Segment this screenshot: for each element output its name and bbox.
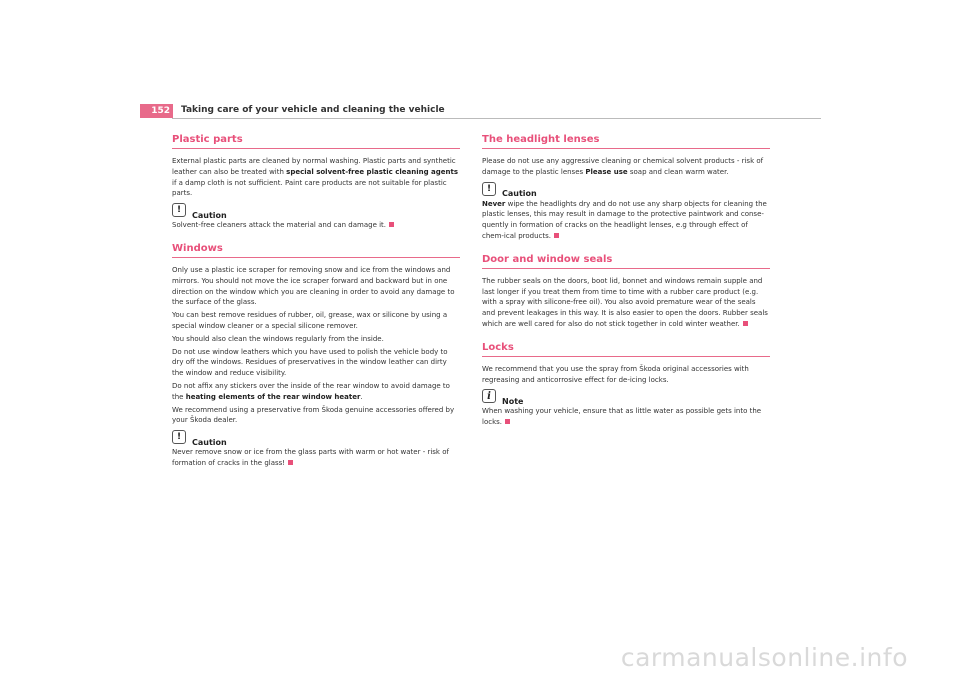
text: The rubber seals on the doors, boot lid, bonnet and windows remain supple and last longer if you treat them from time to time with a rubber care product (e.g. with a spray with silicone-free oil). You also avoid premature wear of the seals and prevent leakages in this way. It is also easier to open the doors. Rubber seals which are well cared for also do not stick together in cold winter weather. <box>482 276 768 328</box>
section-windows <box>172 242 460 469</box>
left-column <box>172 133 460 471</box>
caution-label: Caution <box>502 189 537 199</box>
caution-label: Caution <box>192 210 227 220</box>
paragraph <box>172 381 460 403</box>
bold-text: Please use <box>585 167 628 176</box>
paragraph: Do not use window leathers which you have used to polish the vehicle body to dry off the windows. Residues of preservatives in the window leather can dirty the window and reduce visibility. <box>172 347 448 378</box>
section-title: Locks <box>482 341 770 357</box>
section-door-window-seals <box>482 253 770 330</box>
section-title: Door and window seals <box>482 253 770 269</box>
bold-text: special solvent-free plastic cleaning agents <box>286 167 458 176</box>
text: Please do not use any aggressive cleaning or chemical solvent products - risk of damage to the plastic lenses <box>482 157 764 176</box>
section-plastic-parts <box>172 133 460 231</box>
note-text <box>482 406 770 428</box>
text: if a damp cloth is not sufficient. Paint care products are not suitable for plastic parts. <box>172 178 447 198</box>
running-header: Taking care of your vehicle and cleaning the vehicle <box>181 105 445 115</box>
text: soap and clean warm water. <box>627 167 729 176</box>
paragraph <box>172 156 460 199</box>
section-end-marker <box>505 419 510 424</box>
section-end-marker <box>554 233 559 238</box>
section-title: Plastic parts <box>172 133 460 149</box>
paragraph: We recommend using a preservative from Škoda genuine accessories offered by your Škoda dealer. <box>172 405 455 425</box>
caution-heading <box>482 184 770 198</box>
info-icon: i <box>482 389 496 403</box>
section-end-marker <box>288 460 293 465</box>
note-label: Note <box>502 396 524 406</box>
text: External plastic parts are cleaned by normal washing. Plastic parts and synthetic leather can also be treated with <box>172 157 456 176</box>
section-title: The headlight lenses <box>482 133 770 149</box>
text: When washing your vehicle, ensure that as little water as possible gets into the locks. <box>482 407 762 427</box>
paragraph: You can best remove residues of rubber, oil, grease, wax or silicone by using a special window cleaner or a special silicone remover. <box>172 311 448 330</box>
header-divider <box>172 118 821 119</box>
paragraph: Only use a plastic ice scraper for removing snow and ice from the windows and mirrors. You should not move the ice scraper forward and backward but in one direction on the window which you are cleaning in order to avoid any damage to the surface of the glass. <box>172 265 455 307</box>
caution-icon: ! <box>172 203 186 217</box>
text: . <box>360 392 363 401</box>
caution-heading <box>172 432 460 446</box>
text: Never remove snow or ice from the glass parts with warm or hot water - risk of formation of cracks in the glass! <box>172 448 449 467</box>
paragraph: You should also clean the windows regularly from the inside. <box>172 334 384 343</box>
caution-text <box>172 220 460 231</box>
right-column <box>482 133 770 430</box>
text: Do not affix any stickers over the inside of the rear window to avoid damage to the <box>172 381 450 401</box>
paragraph <box>482 156 770 178</box>
caution-label: Caution <box>192 437 227 447</box>
section-locks <box>482 341 770 428</box>
section-end-marker <box>389 222 394 227</box>
watermark: carmanualsonline.info <box>620 643 908 672</box>
section-headlight-lenses <box>482 133 770 242</box>
caution-text <box>482 199 770 242</box>
paragraph: We recommend that you use the spray from Škoda original accessories with regreasing and anticorrosive effect for de-icing locks. <box>482 364 749 384</box>
note-heading <box>482 391 770 405</box>
text: wipe the headlights dry and do not use any sharp objects for cleaning the plastic lenses, this may result in damage to the protective paintwork and conse-quently in formation of cracks on the headlight lenses, e.g through effect of chem-ical products. <box>482 199 767 240</box>
bold-text: Never <box>482 199 506 208</box>
text: Solvent-free cleaners attack the material and can damage it. <box>172 221 387 230</box>
caution-icon: ! <box>172 430 186 444</box>
section-title: Windows <box>172 242 460 258</box>
caution-icon: ! <box>482 182 496 196</box>
section-end-marker <box>743 321 748 326</box>
caution-heading <box>172 205 460 219</box>
caution-text <box>172 447 460 469</box>
page-number: 152 <box>140 104 173 118</box>
paragraph <box>482 276 770 330</box>
bold-text: heating elements of the rear window heater <box>185 392 361 401</box>
